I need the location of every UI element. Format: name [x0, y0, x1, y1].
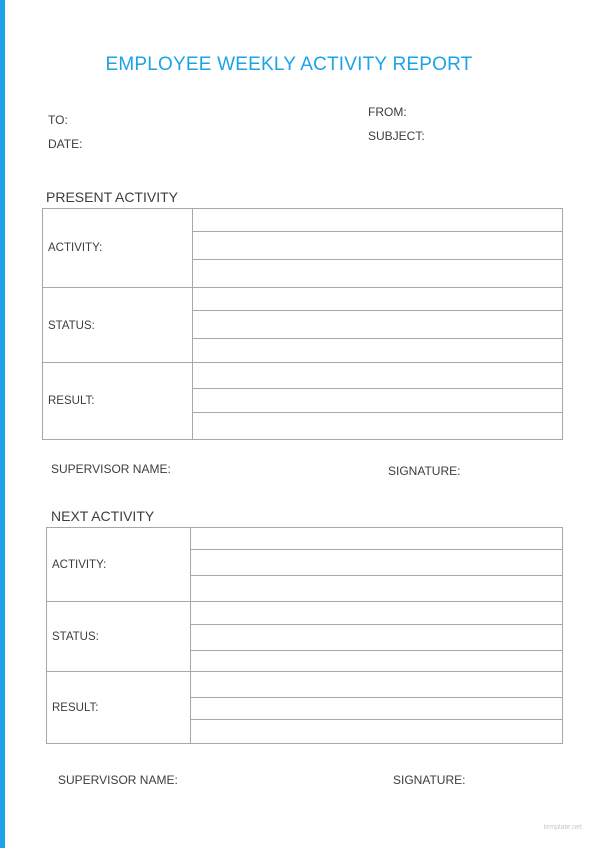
to-label: TO: [48, 113, 68, 127]
date-label: DATE: [48, 137, 83, 151]
write-line[interactable] [193, 412, 562, 413]
next-supervisor-name-label: SUPERVISOR NAME: [58, 773, 178, 787]
next-status-row [47, 601, 562, 672]
next-activity-table [46, 527, 563, 744]
row-label: STATUS: [43, 288, 193, 363]
from-label: FROM: [368, 105, 407, 119]
row-label: ACTIVITY: [43, 209, 193, 287]
write-line[interactable] [193, 338, 562, 339]
next-activity-heading: NEXT ACTIVITY [51, 508, 155, 524]
row-label: RESULT: [47, 672, 191, 743]
write-line[interactable] [191, 624, 562, 625]
page-title: EMPLOYEE WEEKLY ACTIVITY REPORT [105, 54, 473, 75]
row-label: RESULT: [43, 363, 193, 439]
write-line[interactable] [191, 575, 562, 576]
write-line[interactable] [193, 259, 562, 260]
present-activity-heading: PRESENT ACTIVITY [46, 189, 178, 205]
watermark: template.net [543, 824, 582, 831]
next-signature-label: SIGNATURE: [393, 773, 466, 787]
write-line[interactable] [193, 310, 562, 311]
next-result-row [47, 671, 562, 743]
row-label: STATUS: [47, 602, 191, 672]
write-line[interactable] [191, 697, 562, 698]
present-status-row [43, 287, 562, 363]
write-line[interactable] [191, 549, 562, 550]
accent-bar [0, 0, 5, 848]
subject-label: SUBJECT: [368, 129, 425, 143]
write-line[interactable] [193, 231, 562, 232]
row-label: ACTIVITY: [47, 528, 191, 601]
write-line[interactable] [191, 650, 562, 651]
present-activity-table [42, 208, 563, 440]
present-signature-label: SIGNATURE: [388, 464, 461, 478]
next-activity-row [47, 528, 562, 601]
write-line[interactable] [191, 719, 562, 720]
present-activity-row [43, 209, 562, 287]
write-line[interactable] [193, 388, 562, 389]
present-result-row [43, 362, 562, 439]
present-supervisor-name-label: SUPERVISOR NAME: [51, 462, 171, 476]
